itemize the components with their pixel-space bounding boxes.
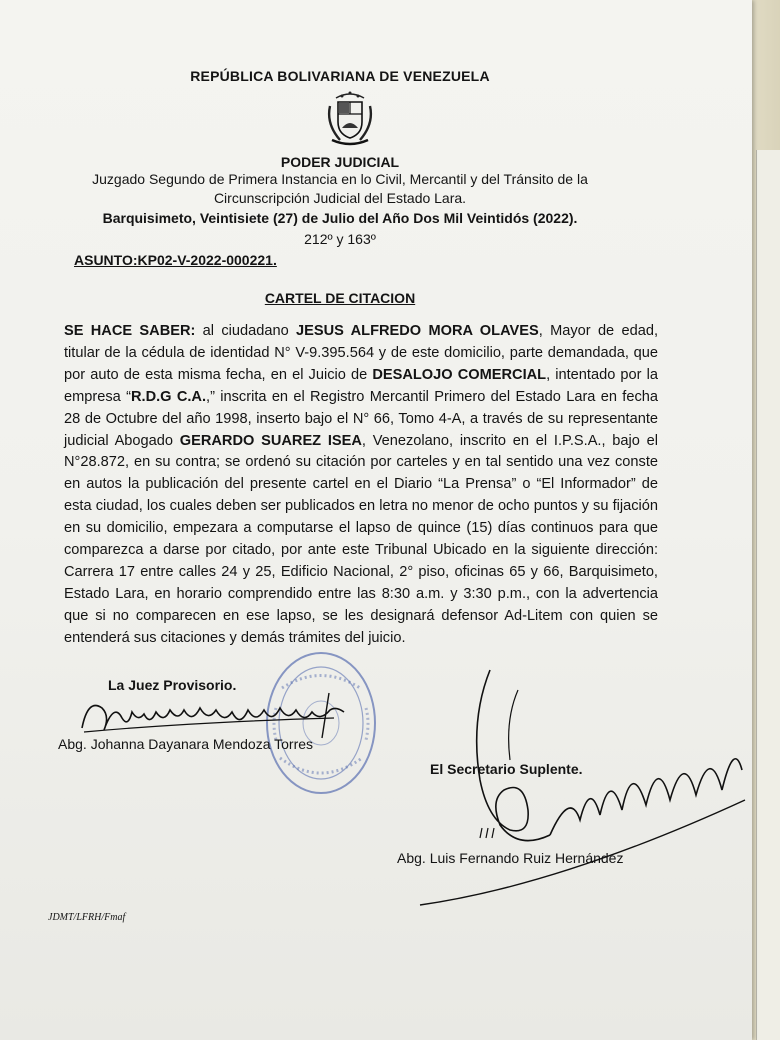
body-text-2: , Mayor de edad, titular de la cédula de identidad N° V-9.395.564 y de este domicilio, parte demandada, que por auto de esta misma fecha, en el Juicio de <box>64 323 658 383</box>
court-seal-stamp <box>262 648 380 798</box>
court-line-2: Circunscripción Judicial del Estado Lara. <box>213 190 467 206</box>
secretary-name: Abg. Luis Fernando Ruiz Hernández <box>397 850 624 866</box>
judge-title: La Juez Provisorio. <box>108 677 237 693</box>
attorney-name: GERARDO SUAREZ ISEA <box>179 432 362 449</box>
plaintiff-company: R.D.G C.A. <box>130 388 207 405</box>
body-text-1: al ciudadano <box>195 323 296 339</box>
case-number: ASUNTO:KP02-V-2022-000221. <box>74 252 277 268</box>
body-paragraph <box>64 321 658 650</box>
underlying-page <box>756 150 780 1040</box>
country-heading: REPÚBLICA BOLIVARIANA DE VENEZUELA <box>190 68 490 84</box>
secretary-title: El Secretario Suplente. <box>430 761 583 777</box>
court-line-1: Juzgado Segundo de Primera Instancia en lo Civil, Mercantil y del Tránsito de la <box>92 171 588 187</box>
case-type: DESALOJO COMERCIAL <box>372 366 547 383</box>
court-name <box>0 170 680 208</box>
coat-of-arms-icon <box>322 88 378 150</box>
defendant-name: JESUS ALFREDO MORA OLAVES <box>296 323 539 339</box>
institution-heading: PODER JUDICIAL <box>280 154 400 170</box>
body-text-4: ,” inscrita en el Registro Mercantil Primero del Estado Lara en fecha 28 de Octubre del año 1998, inserto bajo el N° 66, Tomo 4-A, a través de su representante judicial Abogado <box>64 388 659 449</box>
body-text-5: , Venezolano, inscrito en el I.P.S.A., bajo el N°28.872, en su contra; se ordenó su citación por carteles y en tal sentido una vez conste en autos la publicación del presente cartel en el Diario “La Prensa” o “El Informador” de esta ciudad, los cuales deben ser publicados en letra no menor de ocho puntos y su fijación en su domicilio, empezara a computarse el lapso de quince (15) días continuos para que comparezca a darse por citado, por ante este Tribunal Ubicado en la siguiente dirección: Carrera 17 entre calles 24 y 25, Edificio Nacional, 2° piso, oficinas 65 y 66, Barquisimeto, Estado Lara, en horario comprendido entre las 8:30 a.m. y 3:30 p.m., con la advertencia que si no comparecen en ese lapso, se les designará defensor Ad-Litem con quien se entenderá sus citaciones y demás trámites del juicio. <box>64 432 659 646</box>
era-years: 212º y 163º <box>304 231 376 247</box>
body-text-3: , intentado por la empresa “ <box>64 366 658 405</box>
body-lead: SE HACE SABER: <box>64 323 196 339</box>
document-date: Barquisimeto, Veintisiete (27) de Julio del Año Dos Mil Veintidós (2022). <box>102 210 578 226</box>
judge-name: Abg. Johanna Dayanara Mendoza Torres <box>58 736 314 752</box>
secretary-signature <box>400 660 750 920</box>
document-initials: JDMT/LFRH/Fmaf <box>48 912 126 923</box>
document-title: CARTEL DE CITACION <box>264 290 416 306</box>
